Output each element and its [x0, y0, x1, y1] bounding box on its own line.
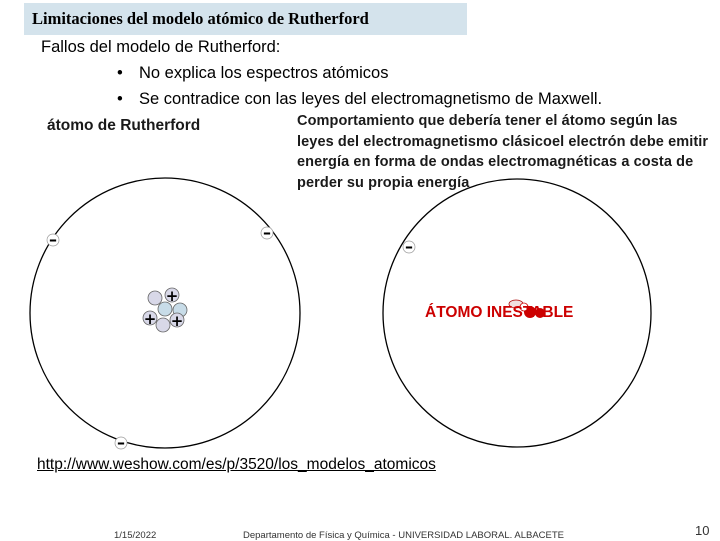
rutherford-atom-label: átomo de Rutherford — [47, 117, 201, 134]
proton-sign: + — [143, 310, 157, 328]
footer-department: Departamento de Física y Química - UNIVERSIDAD LABORAL. ALBACETE — [243, 530, 565, 541]
bullet-dot-icon: • — [117, 64, 123, 82]
electron-sign: – — [49, 230, 57, 249]
page-number: 10 — [695, 523, 710, 538]
source-link[interactable]: http://www.weshow.com/es/p/3520/los_modelos_atomicos — [37, 456, 436, 473]
slide-title: Limitaciones del modelo atómico de Rutherford — [32, 9, 369, 28]
unstable-atom-label: ÁTOMO INESTABLE — [425, 304, 574, 321]
electron — [115, 433, 127, 452]
electron-sign: – — [263, 223, 271, 242]
electron-sign: – — [117, 433, 125, 452]
electron — [261, 223, 273, 242]
bullet-dot-icon: • — [117, 90, 123, 108]
proton — [156, 318, 170, 332]
faults-heading: Fallos del modelo de Rutherford: — [41, 38, 281, 56]
electron — [47, 230, 59, 249]
bullet-text: No explica los espectros atómicos — [139, 64, 389, 82]
footer-date: 1/15/2022 — [114, 530, 157, 541]
proton-sign: + — [170, 312, 184, 330]
bullet-text: Se contradice con las leyes del electromagnetismo de Maxwell. — [139, 90, 603, 108]
electron — [403, 237, 415, 256]
electron-sign: – — [405, 237, 413, 256]
behaviour-text: Comportamiento que debería tener el átomo según las leyes del electromagnetismo clásicoel electrón debe emitir energía en forma de ondas electromagnéticas a costa de perder su propia energía — [297, 113, 709, 191]
proton — [148, 291, 162, 305]
proton-sign: + — [165, 287, 179, 305]
nucleus — [143, 287, 187, 332]
